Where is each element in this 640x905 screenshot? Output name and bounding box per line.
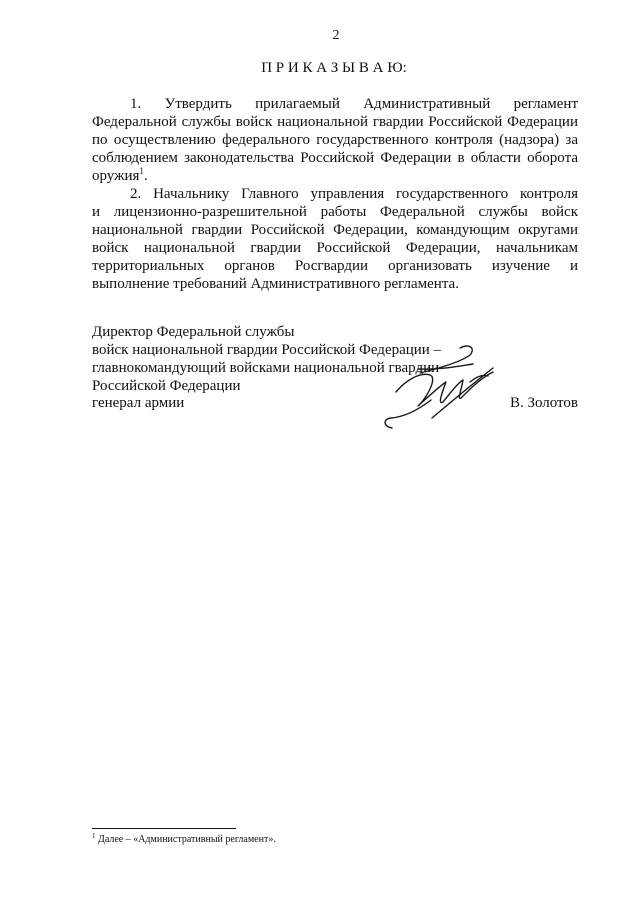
footnote bbox=[92, 833, 276, 847]
paragraph-line: и лицензионно-разрешительной работы Федеральной службы войск bbox=[92, 204, 578, 220]
signatory-name: В. Золотов bbox=[509, 395, 578, 411]
order-heading: П Р И К А З Ы В А Ю: bbox=[261, 60, 407, 76]
signatory-title-line: Российской Федерации bbox=[92, 378, 241, 394]
signatory-title-line: главнокомандующий войсками национальной гвардии bbox=[92, 360, 440, 376]
paragraph-line: 2. Начальнику Главного управления государственного контроля bbox=[130, 186, 578, 202]
signatory-title-line: войск национальной гвардии Российской Федерации – bbox=[92, 342, 442, 358]
page-number: 2 bbox=[332, 28, 340, 43]
footnote-marker: 1 bbox=[92, 832, 96, 840]
paragraph-line: выполнение требований Административного регламента. bbox=[92, 276, 459, 292]
paragraph-line: соблюдением законодательства Российской Федерации в области оборота bbox=[92, 150, 578, 166]
footnote-separator bbox=[92, 828, 236, 829]
paragraph-line: 1. Утвердить прилагаемый Административный регламент bbox=[130, 96, 578, 112]
paragraph-line: по осуществлению федерального государственного контроля (надзора) за bbox=[92, 132, 578, 148]
paragraph-last-line bbox=[92, 167, 578, 185]
footnote-reference: 1 bbox=[139, 166, 144, 176]
paragraph-line-text: оружия bbox=[92, 168, 140, 184]
paragraph-line-punctuation: . bbox=[143, 168, 148, 184]
paragraph-line: территориальных органов Росгвардии организовать изучение и bbox=[92, 258, 578, 274]
signatory-rank: генерал армии bbox=[92, 395, 185, 411]
footnote-text: Далее – «Административный регламент». bbox=[98, 834, 276, 845]
paragraph-line: войск национальной гвардии Российской Федерации, начальникам bbox=[92, 240, 578, 256]
paragraph-line: национальной гвардии Российской Федерации, командующим округами bbox=[92, 222, 578, 238]
signatory-title-line: Директор Федеральной службы bbox=[92, 324, 295, 340]
paragraph-line: Федеральной службы войск национальной гвардии Российской Федерации bbox=[92, 114, 578, 130]
